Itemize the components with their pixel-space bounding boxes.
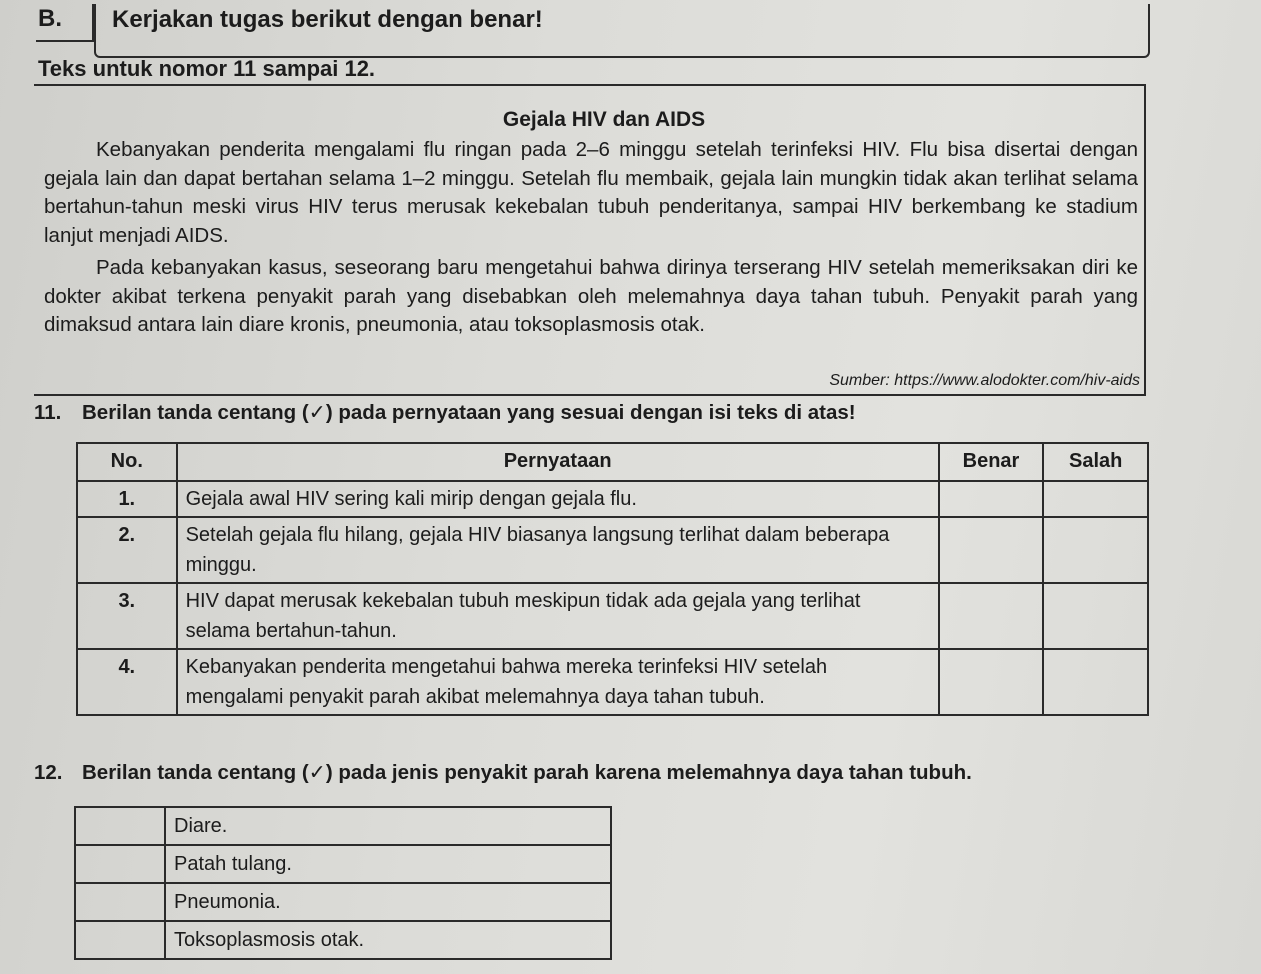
header-no: No. — [77, 443, 177, 481]
paragraph-1-text: Kebanyakan penderita mengalami flu ringan pada 2–6 minggu setelah terinfeksi HIV. Flu bisa disertai dengan gejala lain dan dapat bertahan selama 1–2 minggu. Setelah flu membaik, gejala lain mungkin tidak akan terlihat selama bertahun-tahun meski virus HIV terus merusak kekebalan tubuh penderitanya, sampai HIV berkembang ke stadium lanjut menjadi AIDS. — [44, 138, 1138, 247]
section-title-box — [94, 4, 1150, 58]
row-number: 1. — [77, 481, 177, 517]
true-check-cell[interactable] — [939, 649, 1044, 715]
question-12 — [34, 760, 972, 785]
section-title: Kerjakan tugas berikut dengan benar! — [112, 6, 543, 33]
list-item — [75, 883, 611, 921]
table-row — [77, 517, 1148, 583]
check-box[interactable] — [75, 921, 165, 959]
row-statement: HIV dapat merusak kekebalan tubuh meskipun tidak ada gejala yang terlihat selama bertahun-tahun. — [177, 583, 939, 649]
reading-text-box — [34, 84, 1146, 396]
section-letter: B. — [36, 4, 94, 42]
check-box[interactable] — [75, 883, 165, 921]
false-check-cell[interactable] — [1043, 517, 1148, 583]
list-item — [75, 845, 611, 883]
false-check-cell[interactable] — [1043, 481, 1148, 517]
question-11-instruction: Berilan tanda centang (✓) pada pernyataan yang sesuai dengan isi teks di atas! — [82, 401, 856, 424]
option-label: Pneumonia. — [165, 883, 611, 921]
reading-title: Gejala HIV dan AIDS — [502, 108, 706, 131]
statement-table — [76, 442, 1149, 716]
option-label: Toksoplasmosis otak. — [165, 921, 611, 959]
header-true: Benar — [939, 443, 1044, 481]
row-number: 4. — [77, 649, 177, 715]
row-statement: Setelah gejala flu hilang, gejala HIV biasanya langsung terlihat dalam beberapa minggu. — [177, 517, 939, 583]
paragraph-2-text: Pada kebanyakan kasus, seseorang baru mengetahui bahwa dirinya terserang HIV setelah memeriksakan diri ke dokter akibat terkena penyakit parah yang disebabkan oleh melemahnya daya tahan tubuh. Penyakit parah yang dimaksud antara lain diare kronis, pneumonia, atau toksoplasmosis otak. — [44, 256, 1138, 336]
row-number: 2. — [77, 517, 177, 583]
false-check-cell[interactable] — [1043, 583, 1148, 649]
question-11 — [34, 400, 856, 425]
row-number: 3. — [77, 583, 177, 649]
header-false: Salah — [1043, 443, 1148, 481]
table-row — [77, 481, 1148, 517]
true-check-cell[interactable] — [939, 517, 1044, 583]
paragraph-2 — [44, 254, 1138, 340]
table-row — [77, 649, 1148, 715]
list-item — [75, 807, 611, 845]
question-11-number: 11. — [34, 401, 62, 424]
option-label: Patah tulang. — [165, 845, 611, 883]
table-row — [77, 583, 1148, 649]
source-citation: Sumber: https://www.alodokter.com/hiv-aids — [829, 372, 1140, 389]
statement-table-header — [77, 443, 1148, 481]
check-box[interactable] — [75, 807, 165, 845]
false-check-cell[interactable] — [1043, 649, 1148, 715]
question-12-number: 12. — [34, 761, 63, 784]
reading-intro: Teks untuk nomor 11 sampai 12. — [38, 56, 376, 81]
question-12-instruction: Berilan tanda centang (✓) pada jenis penyakit parah karena melemahnya daya tahan tubuh. — [82, 761, 972, 784]
paragraph-1 — [44, 136, 1138, 250]
true-check-cell[interactable] — [939, 481, 1044, 517]
row-statement: Kebanyakan penderita mengetahui bahwa mereka terinfeksi HIV setelah mengalami penyakit parah akibat melemahnya daya tahan tubuh. — [177, 649, 939, 715]
row-statement: Gejala awal HIV sering kali mirip dengan gejala flu. — [177, 481, 939, 517]
disease-options-table — [74, 806, 612, 960]
list-item — [75, 921, 611, 959]
header-statement: Pernyataan — [177, 443, 939, 481]
check-box[interactable] — [75, 845, 165, 883]
section-header — [36, 4, 1146, 56]
option-label: Diare. — [165, 807, 611, 845]
true-check-cell[interactable] — [939, 583, 1044, 649]
